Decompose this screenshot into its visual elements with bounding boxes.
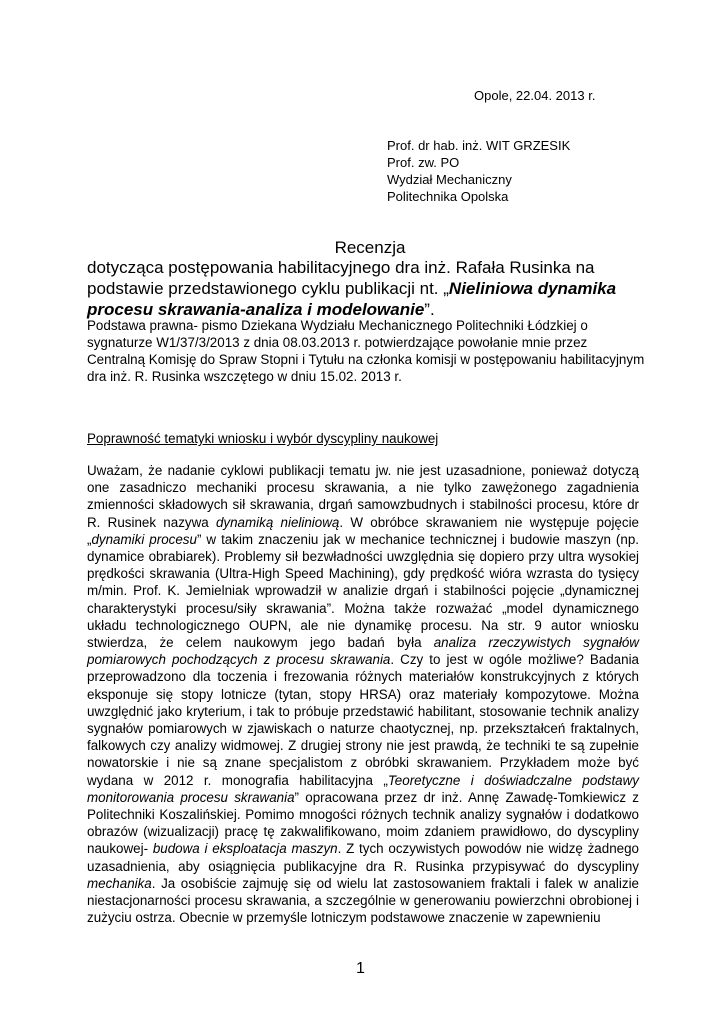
body-text: . W obróbce skrawaniem nie występuje pojęcie „ <box>87 514 639 547</box>
legal-basis: Podstawa prawna- pismo Dziekana Wydziału Mechanicznego Politechniki Łódzkiej o sygnaturze W1/37/3/2013 z dnia 08.03.2013 r. potwierdzające powołanie mnie przez Centralną Komisję do Spraw Stopni i Tytułu na członka komisji w postępowaniu habilitacyjnym dra inż. R. Rusinka wszczętego w dniu 15.02. 2013 r. <box>87 318 645 384</box>
body-text: . Z tych oczywistych powodów nie widzę żadnego uzasadnienia, aby osiągnięcia publikacyjne dra R. Rusinka przypisywać do dyscypliny <box>87 841 639 874</box>
document-title: Recenzja <box>334 238 406 257</box>
reviewer-university: Politechnika Opolska <box>387 189 509 204</box>
page-number: 1 <box>356 960 365 977</box>
reviewer-position: Prof. zw. PO <box>387 155 460 170</box>
body-text: ” opracowana przez dr inż. Annę Zawadę-Tomkiewicz z Politechniki Koszalińskiej. Pomimo mnogości różnych technik analizy sygnałów i dodatkowo obrazów (wizualizacji) pracę tę zakwalifikowano, moim zdaniem prawidłowo, do dyscypliny naukowej- <box>87 789 639 857</box>
body-italic: dynamiką nieliniową <box>215 514 340 530</box>
section-heading: Poprawność tematyki wniosku i wybór dyscypliny naukowej <box>87 431 439 446</box>
body-text: . Czy to jest w ogóle możliwe? Badania przeprowadzono dla toczenia i frezowania różnych materiałów konstrukcyjnych z których eksponuje się stopy lotnicze (tytan, stopy HRSA) oraz materiały kompozytowe. Można uwzględnić jako kryterium, i tak to próbuje przedstawić habilitant, stosowanie technik analizy sygnałów pomiarowych w zjawiskach o naturze chaotycznej, np. przekształceń fraktalnych, falkowych czy analizy widmowej. Z drugiej strony nie jest prawdą, że techniki te są zupełnie nowatorskie i nie są znane specjalistom z obróbki skrawaniem. Przykładem może być wydana w 2012 r. monografia habilitacyjna „ <box>87 652 639 788</box>
body-italic: mechanika <box>87 875 152 891</box>
reviewer-address <box>387 137 570 205</box>
body-italic: Teoretyczne i doświadczalne podstawy monitorowania procesu skrawania <box>87 772 639 805</box>
subject-text: dotycząca postępowania habilitacyjnego dra inż. Rafała Rusinka na podstawie przedstawionego cyklu publikacji nt. „ <box>87 258 595 298</box>
body-paragraph <box>87 462 639 926</box>
body-italic: dynamiki procesu <box>91 531 197 547</box>
body-italic: analiza rzeczywistych sygnałów pomiarowych pochodzących z procesu skrawania <box>87 635 639 668</box>
body-text: . Ja osobiście zajmuję się od wielu lat zastosowaniem fraktali i falek w analizie niestacjonarności procesu skrawania, a szczególnie w generowaniu powierzchni obrobionej i zużyciu ostrza. Obecnie w przemyśle lotniczym podstawowe znaczenie w zapewnieniu <box>87 875 639 926</box>
subject-end: ”. <box>424 300 435 319</box>
review-subject <box>87 257 647 320</box>
body-italic: budowa i eksploatacja maszyn <box>152 841 338 857</box>
date-line: Opole, 22.04. 2013 r. <box>474 88 596 103</box>
body-text: ” w takim znaczeniu jak w mechanice technicznej i budowie maszyn (np. dynamice obrabiarek). Problemy sił bezwładności uwzględnia się dopiero przy ultra wysokiej prędkości skrawania (Ultra-High Speed Machining), gdy prędkość wióra wzrasta do tysięcy m/min. Prof. K. Jemielniak wprowadził w analizie drgań i stabilności pojęcie „dynamicznej charakterystyki procesu/siły skrawania”. Można także rozważać „model dynamicznego układu technologicznego OUPN, ale nie dynamikę procesu. Na str. 9 autor wniosku stwierdza, że celem naukowym jego badań była <box>87 531 639 651</box>
body-text: Uważam, że nadanie cyklowi publikacji tematu jw. nie jest uzasadnione, ponieważ dotyczą one zasadniczo mechaniki procesu skrawania, a nie tylko zawężonego zagadnienia zmienności składowych sił skrawania, drgań samowzbudnych i stabilności procesu, które dr R. Rusinek nazywa <box>87 463 639 530</box>
reviewer-faculty: Wydział Mechaniczny <box>387 172 512 187</box>
reviewer-name: Prof. dr hab. inż. WIT GRZESIK <box>387 138 571 153</box>
subject-topic: Nieliniowa dynamika procesu skrawania-analiza i modelowanie <box>87 279 617 319</box>
